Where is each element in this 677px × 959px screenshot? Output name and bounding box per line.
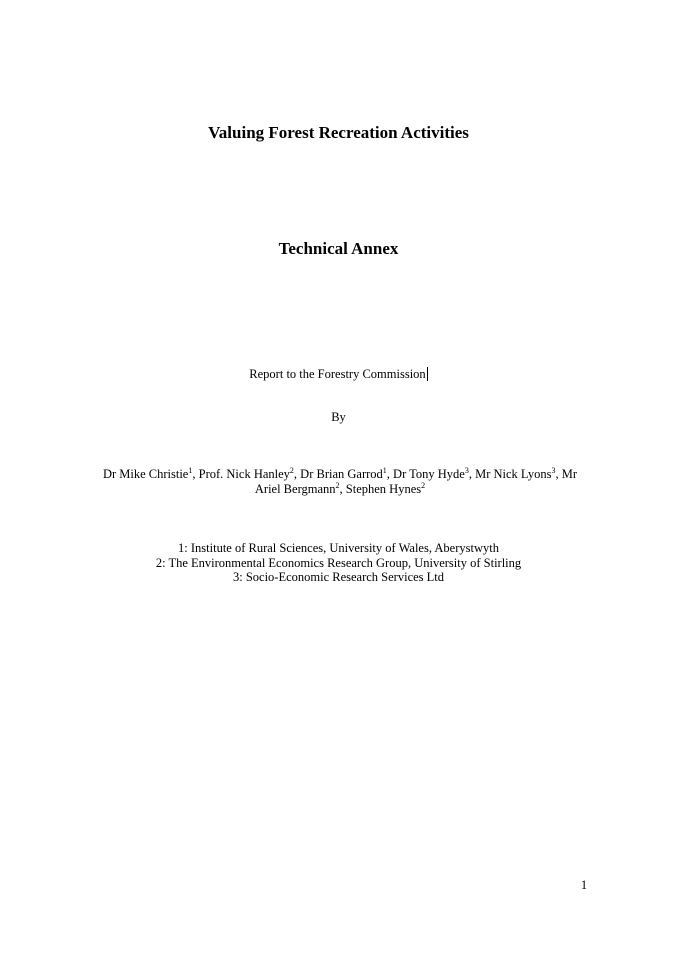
author-name: Prof. Nick Hanley [198,467,290,481]
text-cursor [427,367,428,381]
author-affiliation-marker: 1 [382,466,387,475]
page-number: 1 [580,878,588,892]
affiliation-item: 1: Institute of Rural Sciences, University of Wales, Aberystwyth [178,541,499,555]
author-name: Stephen Hynes [345,481,422,496]
author-affiliation-marker: 1 [188,466,193,475]
author-name: Dr Mike Christie [102,467,189,481]
report-recipient-text: Report to the Forestry Commission [249,367,426,381]
report-recipient [0,367,677,381]
author-affiliation-marker: 2 [335,480,340,490]
author-name: Dr Tony Hyde [393,467,465,481]
affiliation-item: 2: The Environmental Economics Research Group, University of Stirling [155,555,522,570]
document-title: Valuing Forest Recreation Activities [208,123,469,142]
author-name: Mr Ariel Bergmann [254,467,578,496]
author-affiliation-marker: 2 [289,466,294,475]
author-list: Dr Mike Christie$^1$, Prof. Nick Hanley$^2$, Dr Brian Garrod$^1$, Dr Tony Hyde$^3$, Mr Nick Lyons$^3$, Mr Ariel Bergmann$^2$, Stephen Hynes$^2$ [102,466,578,496]
by-line: By [331,410,346,424]
document-subtitle: Technical Annex [278,239,399,258]
author-affiliation-marker: 3 [551,466,556,475]
author-name: Dr Brian Garrod [300,467,383,481]
author-affiliation-marker: 2 [421,480,426,490]
affiliation-list [0,541,677,585]
author-affiliation-marker: 3 [464,466,469,475]
author-name: Mr Nick Lyons [475,467,552,481]
affiliation-item: 3: Socio-Economic Research Services Ltd [232,570,445,584]
